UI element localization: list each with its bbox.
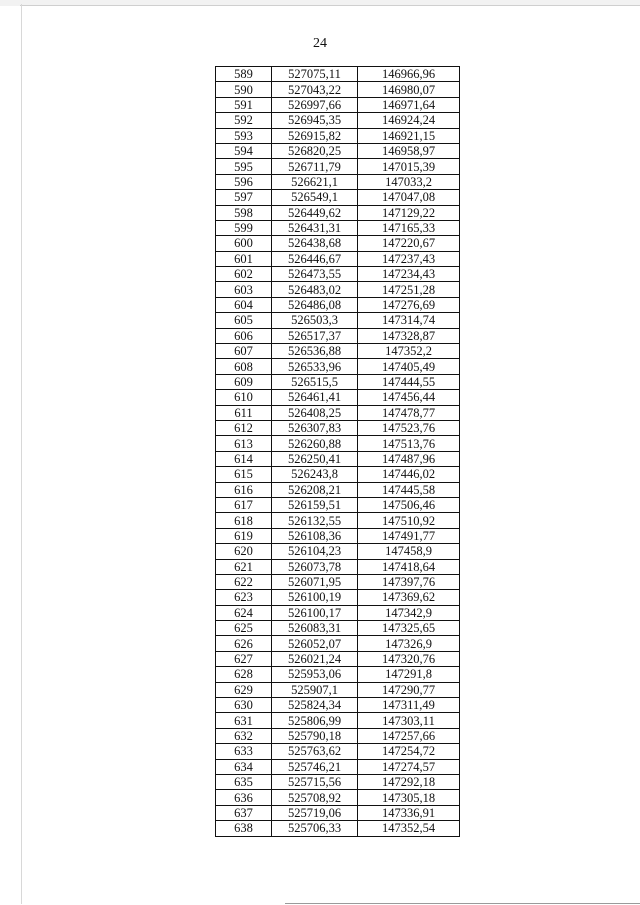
y-coordinate-cell: 147405,49 xyxy=(358,359,460,374)
point-number-cell: 629 xyxy=(216,682,272,697)
x-coordinate-cell: 526503,3 xyxy=(272,313,358,328)
table-row xyxy=(216,728,460,743)
point-number-cell: 590 xyxy=(216,82,272,97)
y-coordinate-cell: 147487,96 xyxy=(358,451,460,466)
point-number-cell: 628 xyxy=(216,667,272,682)
point-number-cell: 633 xyxy=(216,744,272,759)
x-coordinate-cell: 526052,07 xyxy=(272,636,358,651)
table-row xyxy=(216,420,460,435)
table-row xyxy=(216,128,460,143)
y-coordinate-cell: 147234,43 xyxy=(358,267,460,282)
y-coordinate-cell: 147320,76 xyxy=(358,651,460,666)
table-row xyxy=(216,82,460,97)
point-number-cell: 616 xyxy=(216,482,272,497)
y-coordinate-cell: 147328,87 xyxy=(358,328,460,343)
x-coordinate-cell: 527075,11 xyxy=(272,67,358,82)
x-coordinate-cell: 526473,55 xyxy=(272,267,358,282)
y-coordinate-cell: 147456,44 xyxy=(358,390,460,405)
y-coordinate-cell: 147274,57 xyxy=(358,759,460,774)
point-number-cell: 631 xyxy=(216,713,272,728)
point-number-cell: 627 xyxy=(216,651,272,666)
table-row xyxy=(216,497,460,512)
table-row xyxy=(216,390,460,405)
table-row xyxy=(216,467,460,482)
table-row xyxy=(216,436,460,451)
point-number-cell: 594 xyxy=(216,143,272,158)
x-coordinate-cell: 526536,88 xyxy=(272,344,358,359)
x-coordinate-cell: 525763,62 xyxy=(272,744,358,759)
point-number-cell: 632 xyxy=(216,728,272,743)
y-coordinate-cell: 147305,18 xyxy=(358,790,460,805)
y-coordinate-cell: 147033,2 xyxy=(358,174,460,189)
x-coordinate-cell: 527043,22 xyxy=(272,82,358,97)
x-coordinate-cell: 526250,41 xyxy=(272,451,358,466)
table-row xyxy=(216,143,460,158)
page-number: 24 xyxy=(313,36,327,51)
table-row xyxy=(216,744,460,759)
point-number-cell: 591 xyxy=(216,97,272,112)
x-coordinate-cell: 525790,18 xyxy=(272,728,358,743)
y-coordinate-cell: 147446,02 xyxy=(358,467,460,482)
table-row xyxy=(216,344,460,359)
x-coordinate-cell: 526549,1 xyxy=(272,190,358,205)
x-coordinate-cell: 526307,83 xyxy=(272,420,358,435)
x-coordinate-cell: 525824,34 xyxy=(272,698,358,713)
point-number-cell: 599 xyxy=(216,220,272,235)
point-number-cell: 624 xyxy=(216,605,272,620)
y-coordinate-cell: 147251,28 xyxy=(358,282,460,297)
point-number-cell: 596 xyxy=(216,174,272,189)
table-row xyxy=(216,174,460,189)
x-coordinate-cell: 526997,66 xyxy=(272,97,358,112)
y-coordinate-cell: 147276,69 xyxy=(358,297,460,312)
point-number-cell: 612 xyxy=(216,420,272,435)
point-number-cell: 618 xyxy=(216,513,272,528)
point-number-cell: 598 xyxy=(216,205,272,220)
table-row xyxy=(216,236,460,251)
point-number-cell: 607 xyxy=(216,344,272,359)
x-coordinate-cell: 525719,06 xyxy=(272,805,358,820)
x-coordinate-cell: 526100,17 xyxy=(272,605,358,620)
x-coordinate-cell: 526132,55 xyxy=(272,513,358,528)
y-coordinate-cell: 147165,33 xyxy=(358,220,460,235)
point-number-cell: 617 xyxy=(216,497,272,512)
table-row xyxy=(216,297,460,312)
x-coordinate-cell: 526021,24 xyxy=(272,651,358,666)
point-number-cell: 611 xyxy=(216,405,272,420)
x-coordinate-cell: 526071,95 xyxy=(272,574,358,589)
x-coordinate-cell: 526915,82 xyxy=(272,128,358,143)
scan-left-edge xyxy=(21,4,22,904)
table-row xyxy=(216,713,460,728)
table-row xyxy=(216,405,460,420)
point-number-cell: 606 xyxy=(216,328,272,343)
y-coordinate-cell: 147418,64 xyxy=(358,559,460,574)
table-row xyxy=(216,374,460,389)
table-row xyxy=(216,328,460,343)
point-number-cell: 625 xyxy=(216,621,272,636)
point-number-cell: 589 xyxy=(216,67,272,82)
table-row xyxy=(216,574,460,589)
table-row xyxy=(216,282,460,297)
table-row xyxy=(216,790,460,805)
x-coordinate-cell: 525706,33 xyxy=(272,821,358,836)
y-coordinate-cell: 147314,74 xyxy=(358,313,460,328)
point-number-cell: 630 xyxy=(216,698,272,713)
point-number-cell: 613 xyxy=(216,436,272,451)
point-number-cell: 622 xyxy=(216,574,272,589)
x-coordinate-cell: 526621,1 xyxy=(272,174,358,189)
y-coordinate-cell: 147290,77 xyxy=(358,682,460,697)
x-coordinate-cell: 526243,8 xyxy=(272,467,358,482)
point-number-cell: 636 xyxy=(216,790,272,805)
table-row xyxy=(216,313,460,328)
table-row xyxy=(216,513,460,528)
table-row xyxy=(216,605,460,620)
y-coordinate-cell: 146958,97 xyxy=(358,143,460,158)
x-coordinate-cell: 526260,88 xyxy=(272,436,358,451)
table-row xyxy=(216,544,460,559)
y-coordinate-cell: 147291,8 xyxy=(358,667,460,682)
point-number-cell: 610 xyxy=(216,390,272,405)
y-coordinate-cell: 147445,58 xyxy=(358,482,460,497)
table-row xyxy=(216,220,460,235)
point-number-cell: 592 xyxy=(216,113,272,128)
y-coordinate-cell: 147523,76 xyxy=(358,420,460,435)
y-coordinate-cell: 146971,64 xyxy=(358,97,460,112)
point-number-cell: 603 xyxy=(216,282,272,297)
y-coordinate-cell: 147444,55 xyxy=(358,374,460,389)
point-number-cell: 637 xyxy=(216,805,272,820)
table-row xyxy=(216,67,460,82)
point-number-cell: 604 xyxy=(216,297,272,312)
point-number-cell: 620 xyxy=(216,544,272,559)
y-coordinate-cell: 147478,77 xyxy=(358,405,460,420)
table-row xyxy=(216,267,460,282)
table-row xyxy=(216,451,460,466)
point-number-cell: 605 xyxy=(216,313,272,328)
table-row xyxy=(216,621,460,636)
y-coordinate-cell: 147047,08 xyxy=(358,190,460,205)
x-coordinate-cell: 526408,25 xyxy=(272,405,358,420)
x-coordinate-cell: 526108,36 xyxy=(272,528,358,543)
x-coordinate-cell: 526483,02 xyxy=(272,282,358,297)
y-coordinate-cell: 147015,39 xyxy=(358,159,460,174)
y-coordinate-cell: 147325,65 xyxy=(358,621,460,636)
x-coordinate-cell: 526446,67 xyxy=(272,251,358,266)
point-number-cell: 602 xyxy=(216,267,272,282)
scan-top-line xyxy=(20,5,640,6)
table-row xyxy=(216,682,460,697)
point-number-cell: 609 xyxy=(216,374,272,389)
point-number-cell: 614 xyxy=(216,451,272,466)
x-coordinate-cell: 526438,68 xyxy=(272,236,358,251)
table-row xyxy=(216,190,460,205)
table-row xyxy=(216,251,460,266)
y-coordinate-cell: 147491,77 xyxy=(358,528,460,543)
y-coordinate-cell: 146924,24 xyxy=(358,113,460,128)
x-coordinate-cell: 526083,31 xyxy=(272,621,358,636)
table-row xyxy=(216,667,460,682)
table-row xyxy=(216,559,460,574)
y-coordinate-cell: 147129,22 xyxy=(358,205,460,220)
point-number-cell: 634 xyxy=(216,759,272,774)
table-row xyxy=(216,359,460,374)
y-coordinate-cell: 147303,11 xyxy=(358,713,460,728)
x-coordinate-cell: 525715,56 xyxy=(272,774,358,789)
point-number-cell: 621 xyxy=(216,559,272,574)
y-coordinate-cell: 147326,9 xyxy=(358,636,460,651)
point-number-cell: 608 xyxy=(216,359,272,374)
x-coordinate-cell: 526711,79 xyxy=(272,159,358,174)
table-row xyxy=(216,651,460,666)
x-coordinate-cell: 525907,1 xyxy=(272,682,358,697)
table-row xyxy=(216,482,460,497)
x-coordinate-cell: 525953,06 xyxy=(272,667,358,682)
point-number-cell: 623 xyxy=(216,590,272,605)
y-coordinate-cell: 147397,76 xyxy=(358,574,460,589)
table-row xyxy=(216,528,460,543)
x-coordinate-cell: 525806,99 xyxy=(272,713,358,728)
x-coordinate-cell: 526486,08 xyxy=(272,297,358,312)
y-coordinate-cell: 147336,91 xyxy=(358,805,460,820)
table-row xyxy=(216,759,460,774)
y-coordinate-cell: 147352,2 xyxy=(358,344,460,359)
x-coordinate-cell: 525746,21 xyxy=(272,759,358,774)
point-number-cell: 593 xyxy=(216,128,272,143)
y-coordinate-cell: 147311,49 xyxy=(358,698,460,713)
coordinates-table xyxy=(215,66,460,837)
y-coordinate-cell: 147257,66 xyxy=(358,728,460,743)
scan-bottom-line xyxy=(285,903,640,904)
x-coordinate-cell: 526820,25 xyxy=(272,143,358,158)
coordinates-table-body xyxy=(216,67,460,837)
x-coordinate-cell: 526208,21 xyxy=(272,482,358,497)
point-number-cell: 597 xyxy=(216,190,272,205)
table-row xyxy=(216,590,460,605)
x-coordinate-cell: 525708,92 xyxy=(272,790,358,805)
table-row xyxy=(216,698,460,713)
x-coordinate-cell: 526461,41 xyxy=(272,390,358,405)
point-number-cell: 638 xyxy=(216,821,272,836)
x-coordinate-cell: 526945,35 xyxy=(272,113,358,128)
y-coordinate-cell: 147506,46 xyxy=(358,497,460,512)
point-number-cell: 601 xyxy=(216,251,272,266)
point-number-cell: 626 xyxy=(216,636,272,651)
table-row xyxy=(216,821,460,836)
table-row xyxy=(216,97,460,112)
y-coordinate-cell: 147458,9 xyxy=(358,544,460,559)
y-coordinate-cell: 147513,76 xyxy=(358,436,460,451)
y-coordinate-cell: 147237,43 xyxy=(358,251,460,266)
y-coordinate-cell: 146980,07 xyxy=(358,82,460,97)
y-coordinate-cell: 147220,67 xyxy=(358,236,460,251)
table-row xyxy=(216,159,460,174)
y-coordinate-cell: 147292,18 xyxy=(358,774,460,789)
point-number-cell: 615 xyxy=(216,467,272,482)
y-coordinate-cell: 146921,15 xyxy=(358,128,460,143)
x-coordinate-cell: 526100,19 xyxy=(272,590,358,605)
y-coordinate-cell: 146966,96 xyxy=(358,67,460,82)
x-coordinate-cell: 526517,37 xyxy=(272,328,358,343)
y-coordinate-cell: 147342,9 xyxy=(358,605,460,620)
y-coordinate-cell: 147369,62 xyxy=(358,590,460,605)
x-coordinate-cell: 526431,31 xyxy=(272,220,358,235)
table-row xyxy=(216,205,460,220)
table-row xyxy=(216,774,460,789)
point-number-cell: 600 xyxy=(216,236,272,251)
x-coordinate-cell: 526159,51 xyxy=(272,497,358,512)
table-row xyxy=(216,805,460,820)
x-coordinate-cell: 526449,62 xyxy=(272,205,358,220)
table-row xyxy=(216,113,460,128)
table-row xyxy=(216,636,460,651)
x-coordinate-cell: 526104,23 xyxy=(272,544,358,559)
y-coordinate-cell: 147254,72 xyxy=(358,744,460,759)
point-number-cell: 635 xyxy=(216,774,272,789)
x-coordinate-cell: 526073,78 xyxy=(272,559,358,574)
y-coordinate-cell: 147352,54 xyxy=(358,821,460,836)
y-coordinate-cell: 147510,92 xyxy=(358,513,460,528)
point-number-cell: 619 xyxy=(216,528,272,543)
x-coordinate-cell: 526533,96 xyxy=(272,359,358,374)
x-coordinate-cell: 526515,5 xyxy=(272,374,358,389)
point-number-cell: 595 xyxy=(216,159,272,174)
